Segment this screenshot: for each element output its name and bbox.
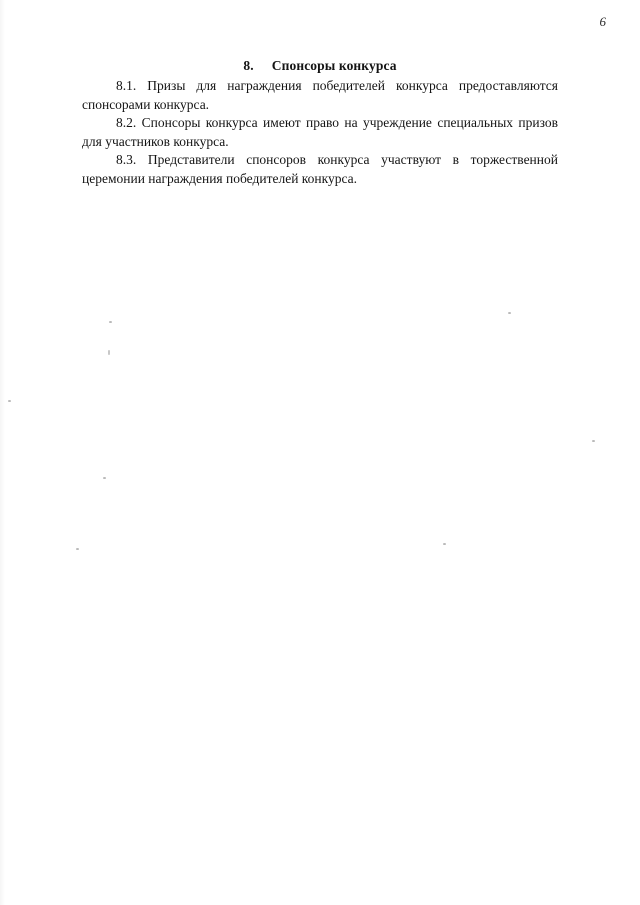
- scan-artifact: [108, 350, 110, 355]
- document-body: [82, 58, 558, 188]
- paragraph-8-1: 8.1. Призы для награждения победителей конкурса предоставляются спонсорами конкурса.: [82, 78, 558, 112]
- scan-artifact: [508, 312, 511, 314]
- scan-artifact: [76, 548, 79, 550]
- paragraph-8-2: 8.2. Спонсоры конкурса имеют право на учреждение специальных призов для участников конкурса.: [82, 115, 558, 149]
- scan-artifact: [443, 543, 446, 545]
- page-number-mark: 6: [599, 14, 606, 29]
- scan-artifact: [8, 400, 11, 402]
- section-number: 8.: [243, 58, 254, 73]
- section-title: Спонсоры конкурса: [271, 58, 397, 73]
- paragraph-8-3: 8.3. Представители спонсоров конкурса участвуют в торжественной церемонии награждения победителей конкурса.: [82, 152, 558, 186]
- section-heading: [82, 58, 558, 74]
- scan-artifact: [103, 477, 106, 479]
- scan-artifact: [592, 440, 595, 442]
- page-edge-shadow: [0, 0, 5, 905]
- scan-artifact: [109, 321, 112, 323]
